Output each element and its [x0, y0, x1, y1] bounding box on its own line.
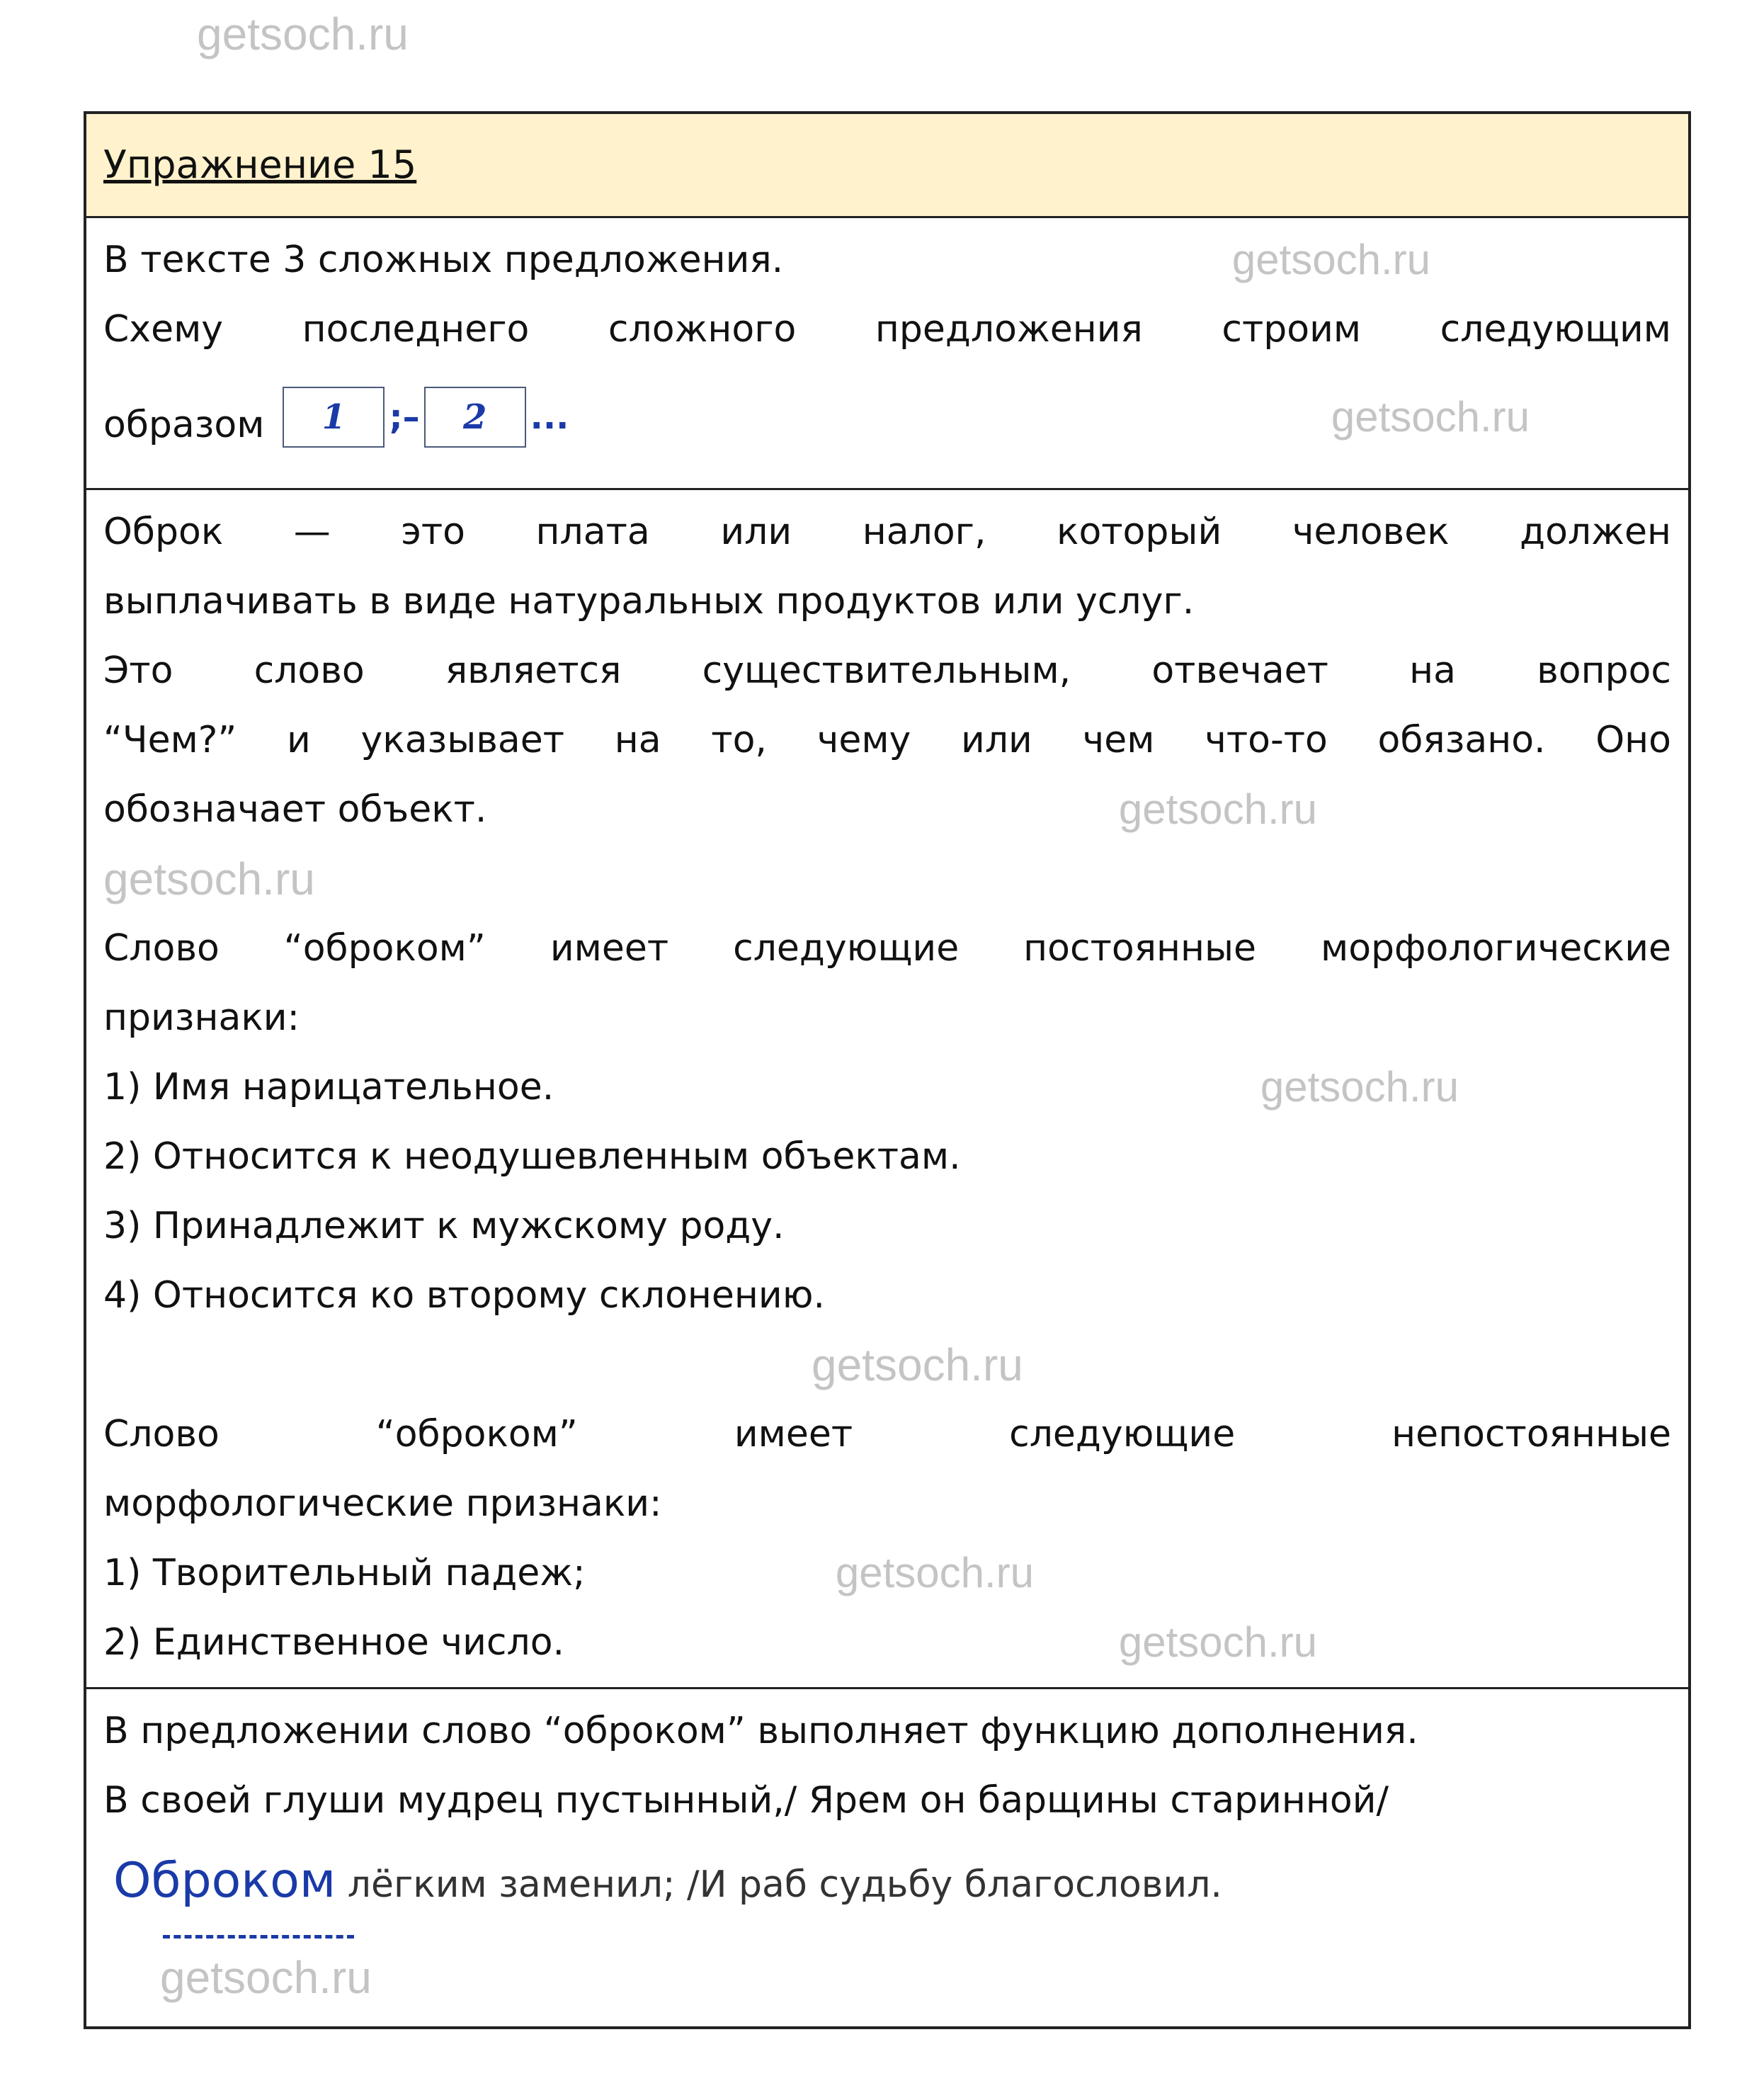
- text-line: Слово “оброком” имеет следующие непостоянные: [103, 1413, 1671, 1455]
- list-item: 4) Относится ко второму склонению.: [103, 1274, 826, 1317]
- watermark: getsoch.ru: [812, 1339, 1023, 1390]
- watermark: getsoch.ru: [1118, 1618, 1317, 1666]
- watermark: getsoch.ru: [1231, 236, 1430, 283]
- exercise-title: Упражнение 15: [103, 142, 417, 187]
- text: 2) Единственное число.: [103, 1621, 565, 1664]
- header-row: [86, 114, 1688, 218]
- text-line: В предложении слово “оброком” выполняет функцию дополнения.: [103, 1710, 1418, 1752]
- text-line: Слово “оброком” имеет следующие постоянные морфологические: [103, 927, 1671, 970]
- scheme-separator: ;–: [389, 397, 420, 437]
- text-line: признаки:: [103, 997, 300, 1039]
- exercise-table: [84, 111, 1691, 2029]
- highlighted-word: Оброком: [113, 1853, 336, 1909]
- spacer: [103, 844, 1671, 914]
- scheme-row: [86, 218, 1688, 490]
- list-item: 3) Принадлежит к мужскому роду.: [103, 1205, 785, 1247]
- list-item: 2) Относится к неодушевленным объектам.: [103, 1135, 961, 1178]
- poem-line: [103, 1835, 1671, 1931]
- watermark: getsoch.ru: [1331, 393, 1530, 441]
- watermark: getsoch.ru: [197, 8, 409, 59]
- text: лёгким заменил; /И раб судьбу благословил.: [336, 1863, 1222, 1906]
- text-line: Это слово является существительным, отвечает на вопрос: [103, 649, 1671, 692]
- text: образом: [103, 404, 265, 446]
- watermark: getsoch.ru: [160, 1952, 372, 2003]
- spacer: [103, 1330, 1671, 1400]
- morphology-row: [86, 490, 1688, 1689]
- list-item: [103, 1052, 1671, 1122]
- scheme-box-1: 1: [283, 387, 385, 448]
- text-line: выплачивать в виде натуральных продуктов или услуг.: [103, 580, 1195, 623]
- text: В тексте 3 сложных предложения.: [103, 239, 784, 281]
- text: обозначает объект.: [103, 788, 487, 831]
- watermark: getsoch.ru: [1260, 1063, 1459, 1111]
- text-line: Оброк — это плата или налог, который человек должен: [103, 511, 1671, 553]
- watermark: getsoch.ru: [103, 853, 315, 904]
- text-line: В своей глуши мудрец пустынный,/ Ярем он барщины старинной/: [103, 1779, 1389, 1822]
- scheme-ellipsis: ...: [530, 397, 569, 437]
- text-line: Схему последнего сложного предложения строим следующим: [103, 308, 1671, 351]
- watermark: getsoch.ru: [835, 1549, 1034, 1596]
- text-line: морфологические признаки:: [103, 1482, 662, 1525]
- syntax-row: [86, 1689, 1688, 2026]
- scheme-line: [103, 364, 1671, 478]
- text: 1) Творительный падеж;: [103, 1552, 586, 1594]
- text: 1) Имя нарицательное.: [103, 1066, 554, 1108]
- text-line: [103, 225, 1671, 295]
- list-item: [103, 1538, 1671, 1608]
- sentence-scheme: [283, 364, 573, 470]
- scheme-box-2: 2: [424, 387, 526, 448]
- text-line: “Чем?” и указывает на то, чему или чем что-то обязано. Оно: [103, 719, 1671, 761]
- spacer: [103, 1939, 1671, 2016]
- text-line: [103, 775, 1671, 844]
- list-item: [103, 1608, 1671, 1677]
- watermark: getsoch.ru: [1118, 785, 1317, 833]
